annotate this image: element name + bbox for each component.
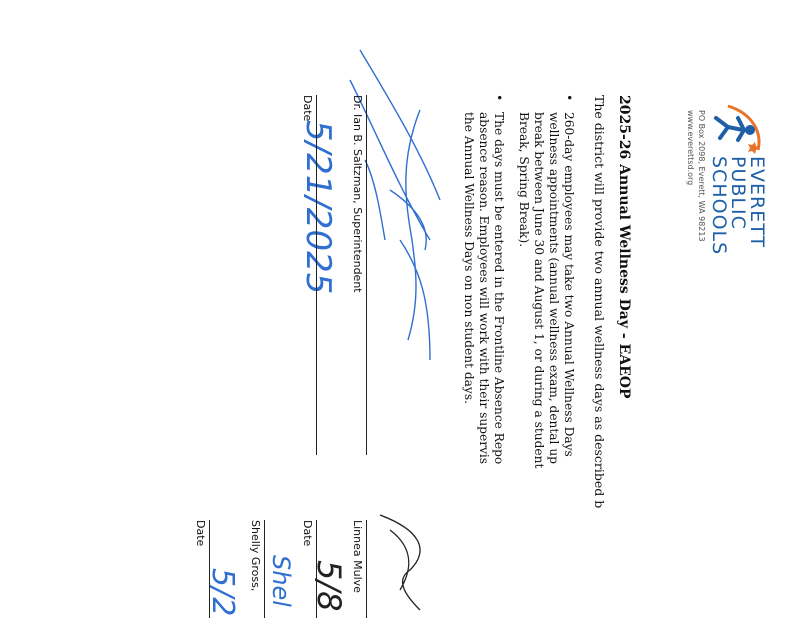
superintendent-handwritten-date: 5/21/2025 <box>298 120 338 295</box>
bullet-list <box>451 94 576 632</box>
district-website: www.everettsd.org <box>686 110 695 186</box>
hr-handwritten-date: 5/2 <box>205 568 240 617</box>
date-line-left <box>316 95 317 455</box>
union-handwritten-date: 5/8 <box>310 560 348 612</box>
district-address: PO Box 2098, Everett, WA 98213 <box>697 110 706 242</box>
union-date-label: Date <box>301 520 314 547</box>
district-address-block <box>685 110 707 350</box>
union-signature-icon <box>370 510 450 618</box>
date-line-right-top <box>316 520 317 618</box>
union-signer-name: Linnea Mulve <box>351 520 364 593</box>
bullet-item <box>516 94 576 632</box>
bullet-item <box>461 94 506 632</box>
signature-line-right-bottom <box>264 520 265 618</box>
hr-handwritten-signature: Shel <box>267 555 295 607</box>
superintendent-name: Dr. Ian B. Saltzman, Superintendent <box>351 95 364 293</box>
logo-word-3: SCHOOLS <box>708 156 730 256</box>
superintendent-date-label: Date <box>301 95 314 122</box>
bullet-dot-icon: • <box>562 94 576 102</box>
document-title: 2025-26 Annual Wellness Day - EAEOP <box>616 95 632 399</box>
date-line-right-bottom <box>209 520 210 618</box>
bullet-dot-icon: • <box>492 94 506 102</box>
district-logo <box>670 100 770 340</box>
signature-line-left <box>366 95 367 455</box>
hr-date-label: Date <box>194 520 207 547</box>
intro-paragraph: The district will provide two annual wellness days as described b <box>592 95 607 509</box>
logo-wordmark <box>709 156 766 255</box>
signature-line-right-top <box>366 520 367 618</box>
runner-logo-icon <box>706 100 768 154</box>
logo-word-1: EVERETT <box>746 156 768 249</box>
hr-signer-name: Shelly Gross, <box>249 520 262 592</box>
logo-word-2: PUBLIC <box>727 156 749 230</box>
bullet-text: 260-day employees may take two Annual Wellness Days wellness appointments (annual wellness exam, dental up break between June 30 and August 1, or during a student Break, Spring Break). <box>517 112 576 469</box>
bullet-text: The days must be entered in the Frontline Absence Repo absence reason. Employees will work with their supervis the Annual Wellness Days on non student days. <box>462 112 506 465</box>
